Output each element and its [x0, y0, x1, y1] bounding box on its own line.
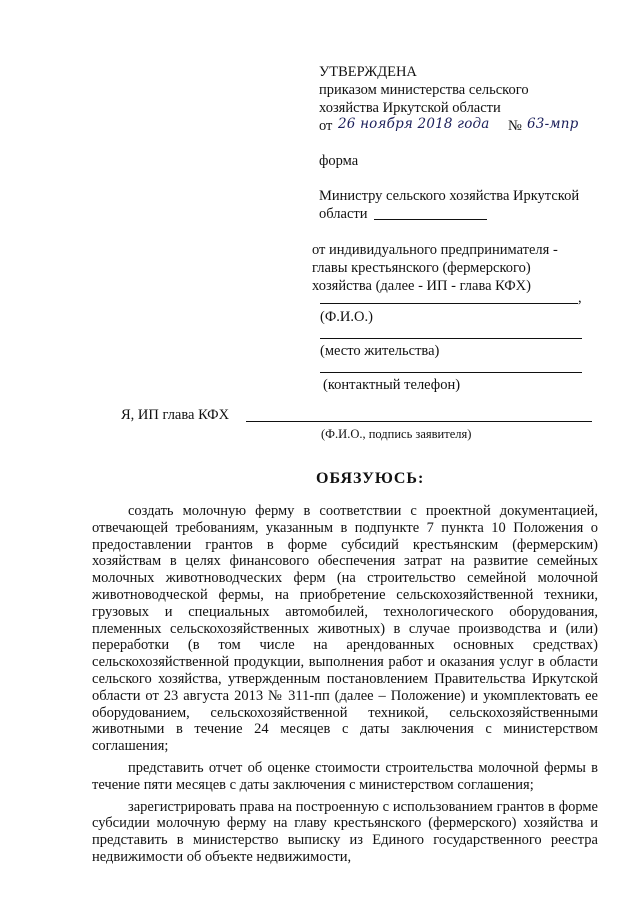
obligation-paragraph: представить отчет об оценке стоимости строительства молочной фермы в течение пяти месяцев с даты заключения с министерством соглашения; — [92, 759, 598, 793]
fio-caption: (Ф.И.О.) — [320, 309, 373, 325]
obligation-paragraph: зарегистрировать права на построенную с использованием грантов в форме субсидии молочную ферму на главу крестьянского (фермерского) хозяйства и представить в министерство выписку из Единого государственного реестра недвижимости об объекте недвижимости, — [92, 798, 598, 865]
applicant-caption: (Ф.И.О., подпись заявителя) — [321, 427, 472, 441]
sender-line-3: хозяйства (далее - ИП - глава КФХ) — [312, 278, 531, 294]
obligations-body — [92, 503, 598, 866]
applicant-label: Я, ИП глава КФХ — [121, 407, 230, 423]
sender-line-2: главы крестьянского (фермерского) — [312, 260, 531, 276]
approval-heading: УТВЕРЖДЕНА — [319, 64, 417, 80]
applicant-blank-line[interactable] — [246, 421, 592, 422]
approval-date-prefix: от — [319, 118, 333, 134]
sender-line-1: от индивидуального предпринимателя - — [312, 242, 558, 258]
approval-number-prefix: № — [508, 118, 522, 134]
fio-comma: , — [578, 290, 582, 306]
addressee-line-1: Министру сельского хозяйства Иркутской — [319, 188, 580, 204]
approval-number-handwritten: 63-мпр — [527, 116, 579, 132]
approval-date-handwritten: 26 ноября 2018 года — [338, 116, 490, 132]
obligation-title: ОБЯЗУЮСЬ: — [316, 470, 425, 487]
form-label: форма — [319, 153, 359, 169]
approval-line-1: приказом министерства сельского — [319, 82, 529, 98]
residence-blank-line[interactable] — [320, 338, 582, 339]
fio-blank-line[interactable] — [320, 303, 578, 304]
residence-caption: (место жительства) — [320, 343, 440, 359]
phone-caption: (контактный телефон) — [323, 377, 461, 393]
addressee-blank-line[interactable] — [374, 219, 487, 220]
obligation-paragraph: создать молочную ферму в соответствии с проектной документацией, отвечающей требованиям, указанным в подпункте 7 пункта 10 Положения о предоставлении грантов в форме субсидий крестьянским (фермерским) хозяйствам в целях финансового обеспечения затрат на развитие семейных молочных животноводческих ферм (на строительство семейной молочной животноводческой фермы, на приобретение сельскохозяйственной техники, грузовых и специальных автомобилей, технологического оборудования, племенных сельскохозяйственных животных) в случае производства и (или) переработки (в том числе на арендованных основных средствах) сельскохозяйственной продукции, выполнения работ и оказания услуг в области сельского хозяйства, утвержденным постановлением Правительства Иркутской области от 23 августа 2013 № 311-пп (далее – Положение) и укомплектовать ее оборудованием, сельскохозяйственной техникой, сельскохозяйственными животными в течение 24 месяцев с даты заключения с министерством соглашения; — [92, 503, 598, 755]
phone-blank-line[interactable] — [320, 372, 582, 373]
approval-line-2: хозяйства Иркутской области — [319, 100, 501, 116]
addressee-line-2: области — [319, 206, 368, 222]
